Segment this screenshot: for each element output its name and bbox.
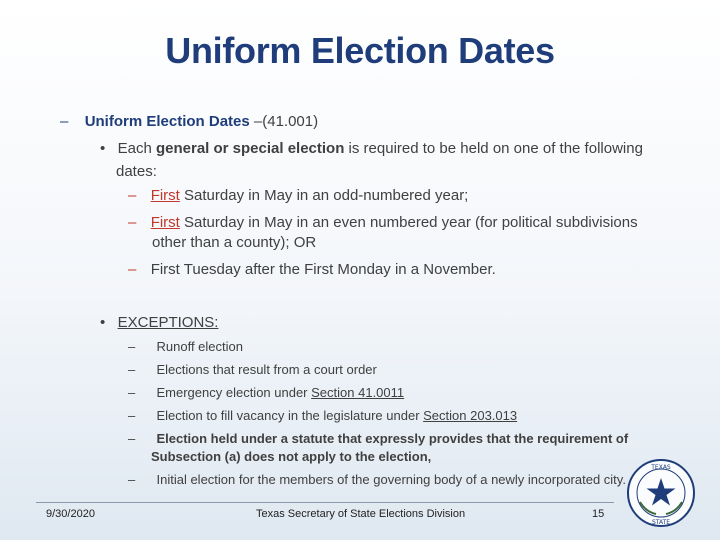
date-emphasis: First [150,187,180,204]
exception-dash: – [128,431,136,446]
exception-item [128,471,626,489]
exception-text: Election to fill vacancy in the legislature under [156,408,424,423]
seal-bottom-text: STATE [651,519,671,526]
date-dash: – [128,261,137,278]
exception-text: Runoff election [156,339,243,354]
date-item [128,186,468,206]
exception-item [128,338,243,356]
date-text: Saturday in May in an odd-numbered year; [179,187,469,204]
exception-item [128,361,377,379]
exceptions-heading: EXCEPTIONS: [117,314,219,331]
bullet-exceptions [100,313,218,333]
section-203-013-link[interactable]: Section 203.013 [423,408,518,423]
level1-dash: – [60,113,69,130]
bullet1-bold: general or special election [155,140,345,157]
exception-dash: – [128,472,136,487]
footer-date: 9/30/2020 [46,508,95,520]
bullet1-text-b: is required to be held on one of the following [344,140,643,157]
exception-item [128,407,517,425]
exception-item [128,430,628,448]
exception-text: Election held under a statute that expressly provides that the requirement of [156,431,629,446]
level1-citation: –(41.001) [249,113,319,130]
date-item [128,260,496,280]
texas-seal-icon [626,458,696,528]
bullet1-text-a: Each [117,140,156,157]
exception-text: Elections that result from a court order [156,362,377,377]
footer-center-text: Texas Secretary of State Elections Division [256,508,466,520]
bullet-marker: • [100,314,106,331]
seal-top-text: TEXAS [651,464,671,471]
level1-item [60,112,318,132]
exception-continuation: Subsection (a) does not apply to the election, [151,449,432,464]
level1-heading: Uniform Election Dates [84,113,250,130]
date-emphasis: First [150,214,180,231]
bullet1-continuation: dates: [116,163,157,180]
footer-page-number: 15 [592,508,605,520]
slide-title: Uniform Election Dates [165,30,555,71]
exception-text: Initial election for the members of the governing body of a newly incorporated city. [156,472,626,487]
date-dash: – [128,214,137,231]
date-dash: – [128,187,137,204]
bullet-marker: • [100,140,106,157]
exception-item [128,384,404,402]
exception-dash: – [128,362,136,377]
date-text: Saturday in May in an even numbered year (for political subdivisions [179,214,638,231]
date-continuation: other than a county); OR [152,234,317,251]
exception-dash: – [128,408,136,423]
exception-dash: – [128,385,136,400]
date-text: First Tuesday after the First Monday in a November. [150,261,496,278]
section-41-0011-link[interactable]: Section 41.0011 [311,385,405,400]
bullet-general-election [100,139,643,159]
date-item [128,213,638,233]
footer-divider [36,502,614,503]
exception-dash: – [128,339,136,354]
exception-text: Emergency election under [156,385,312,400]
